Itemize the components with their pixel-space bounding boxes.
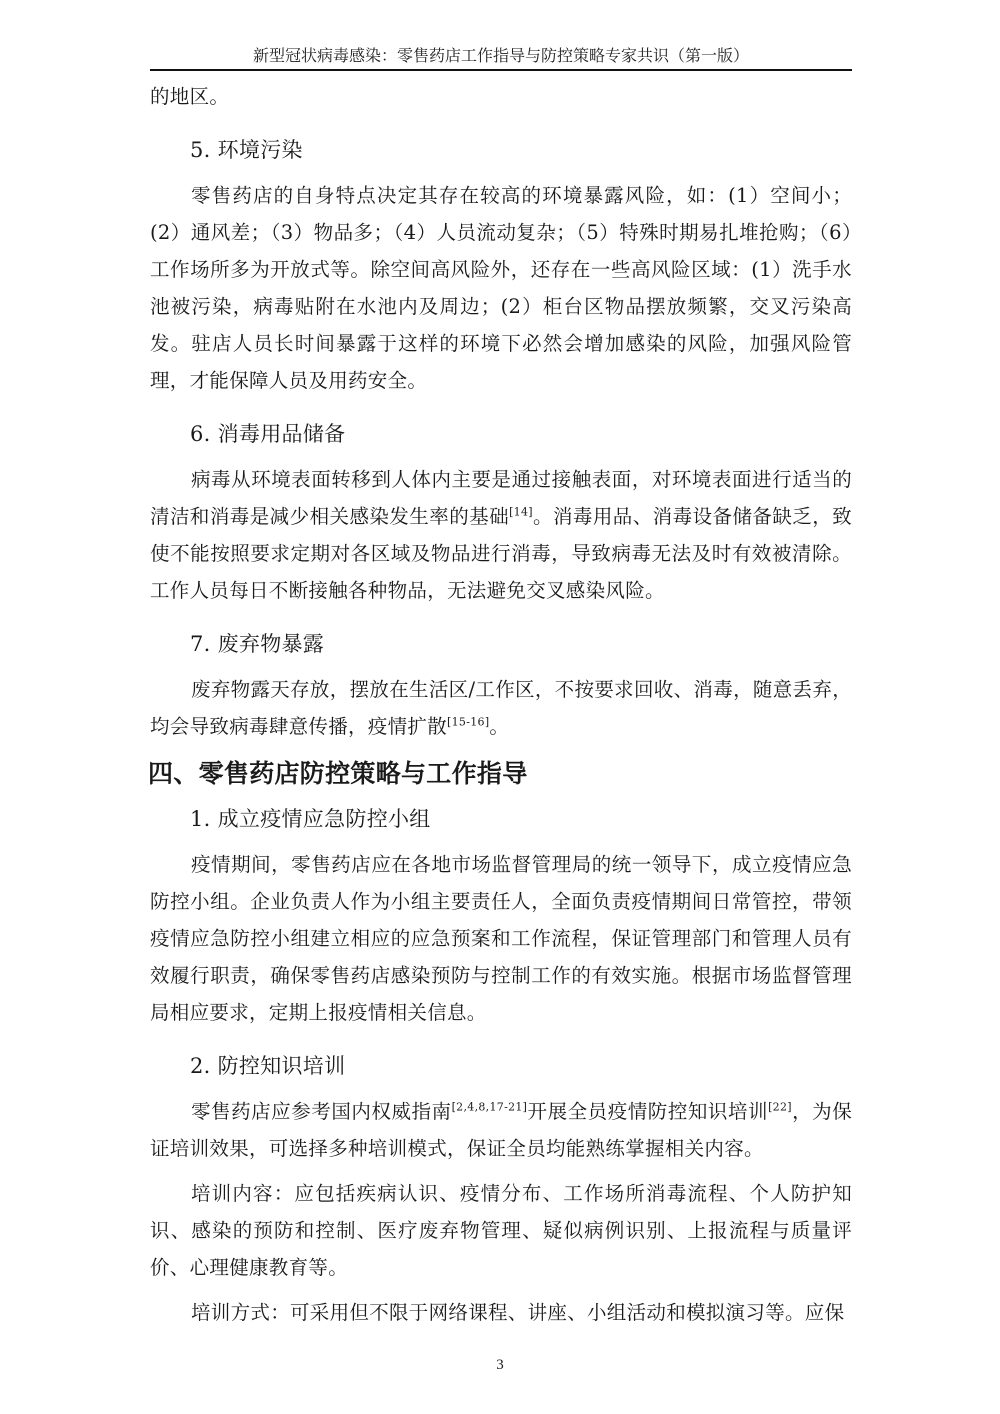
training-text-b: 开展全员疫情防控知识培训 — [527, 1100, 769, 1123]
section-5-paragraph: 零售药店的自身特点决定其存在较高的环境暴露风险，如：(1）空间小；(2）通风差；（3）物品多；（4）人员流动复杂；（5）特殊时期易扎堆抢购；（6）工作场所多为开放式等。除空间高风险外，还存在一些高风险区域：(1）洗手水池被污染，病毒贴附在水池内及周边；(2）柜台区物品摆放频繁，交叉污染高发。驻店人员长时间暴露于这样的环境下必然会增加感染的风险，加强风险管理，才能保障人员及用药安全。 — [150, 184, 852, 392]
chapter-4-section-2-paragraph-1 — [150, 1093, 852, 1167]
training-method-paragraph: 培训方式：可采用但不限于网络课程、讲座、小组活动和模拟演习等。应保 — [191, 1301, 845, 1324]
chapter-4-heading: 四、零售药店防控策略与工作指导 — [148, 759, 528, 788]
citation-15-16: [15-16] — [447, 715, 490, 729]
training-text-c: ，为保证培训效果，可选择多种培训模式，保证全员均能熟练掌握相关内容。 — [150, 1100, 852, 1160]
citation-guidelines: [2,4,8,17-21] — [451, 1100, 528, 1114]
paragraph-continuation: 的地区。 — [150, 85, 230, 108]
section-7-paragraph — [150, 671, 852, 745]
section-6-paragraph — [150, 461, 852, 609]
section-7-heading: 7. 废弃物暴露 — [190, 632, 325, 656]
chapter-4-section-1-paragraph: 疫情期间，零售药店应在各地市场监督管理局的统一领导下，成立疫情应急防控小组。企业负责人作为小组主要责任人，全面负责疫情期间日常管控，带领疫情应急防控小组建立相应的应急预案和工作流程，保证管理部门和管理人员有效履行职责，确保零售药店感染预防与控制工作的有效实施。根据市场监督管理局相应要求，定期上报疫情相关信息。 — [150, 853, 852, 1024]
training-content-paragraph: 培训内容：应包括疾病认识、疫情分布、工作场所消毒流程、个人防护知识、感染的预防和控制、医疗废弃物管理、疑似病例识别、上报流程与质量评价、心理健康教育等。 — [150, 1182, 852, 1279]
chapter-4-section-1-heading: 1. 成立疫情应急防控小组 — [190, 807, 431, 831]
citation-22: [22] — [768, 1100, 792, 1114]
header-rule — [150, 69, 852, 71]
section-7-text-b: 。 — [489, 715, 510, 738]
section-6-text-b: 。消毒用品、消毒设备储备缺乏，致使不能按照要求定期对各区域及物品进行消毒，导致病毒无法及时有效被清除。工作人员每日不断接触各种物品，无法避免交叉感染风险。 — [150, 505, 852, 602]
page-number: 3 — [496, 1357, 504, 1373]
section-5-heading: 5. 环境污染 — [190, 138, 303, 162]
page-body — [150, 78, 852, 1331]
section-6-heading: 6. 消毒用品储备 — [190, 422, 346, 446]
chapter-4-section-2-heading: 2. 防控知识培训 — [190, 1054, 346, 1078]
section-6-text-a: 病毒从环境表面转移到人体内主要是通过接触表面，对环境表面进行适当的清洁和消毒是减少相关感染发生率的基础 — [150, 468, 852, 528]
section-7-text-a: 废弃物露天存放，摆放在生活区/工作区，不按要求回收、消毒，随意丢弃，均会导致病毒肆意传播，疫情扩散 — [150, 678, 852, 738]
citation-14: [14] — [509, 505, 533, 519]
running-header: 新型冠状病毒感染：零售药店工作指导与防控策略专家共识（第一版） — [252, 46, 749, 65]
training-text-a: 零售药店应参考国内权威指南 — [191, 1100, 452, 1123]
